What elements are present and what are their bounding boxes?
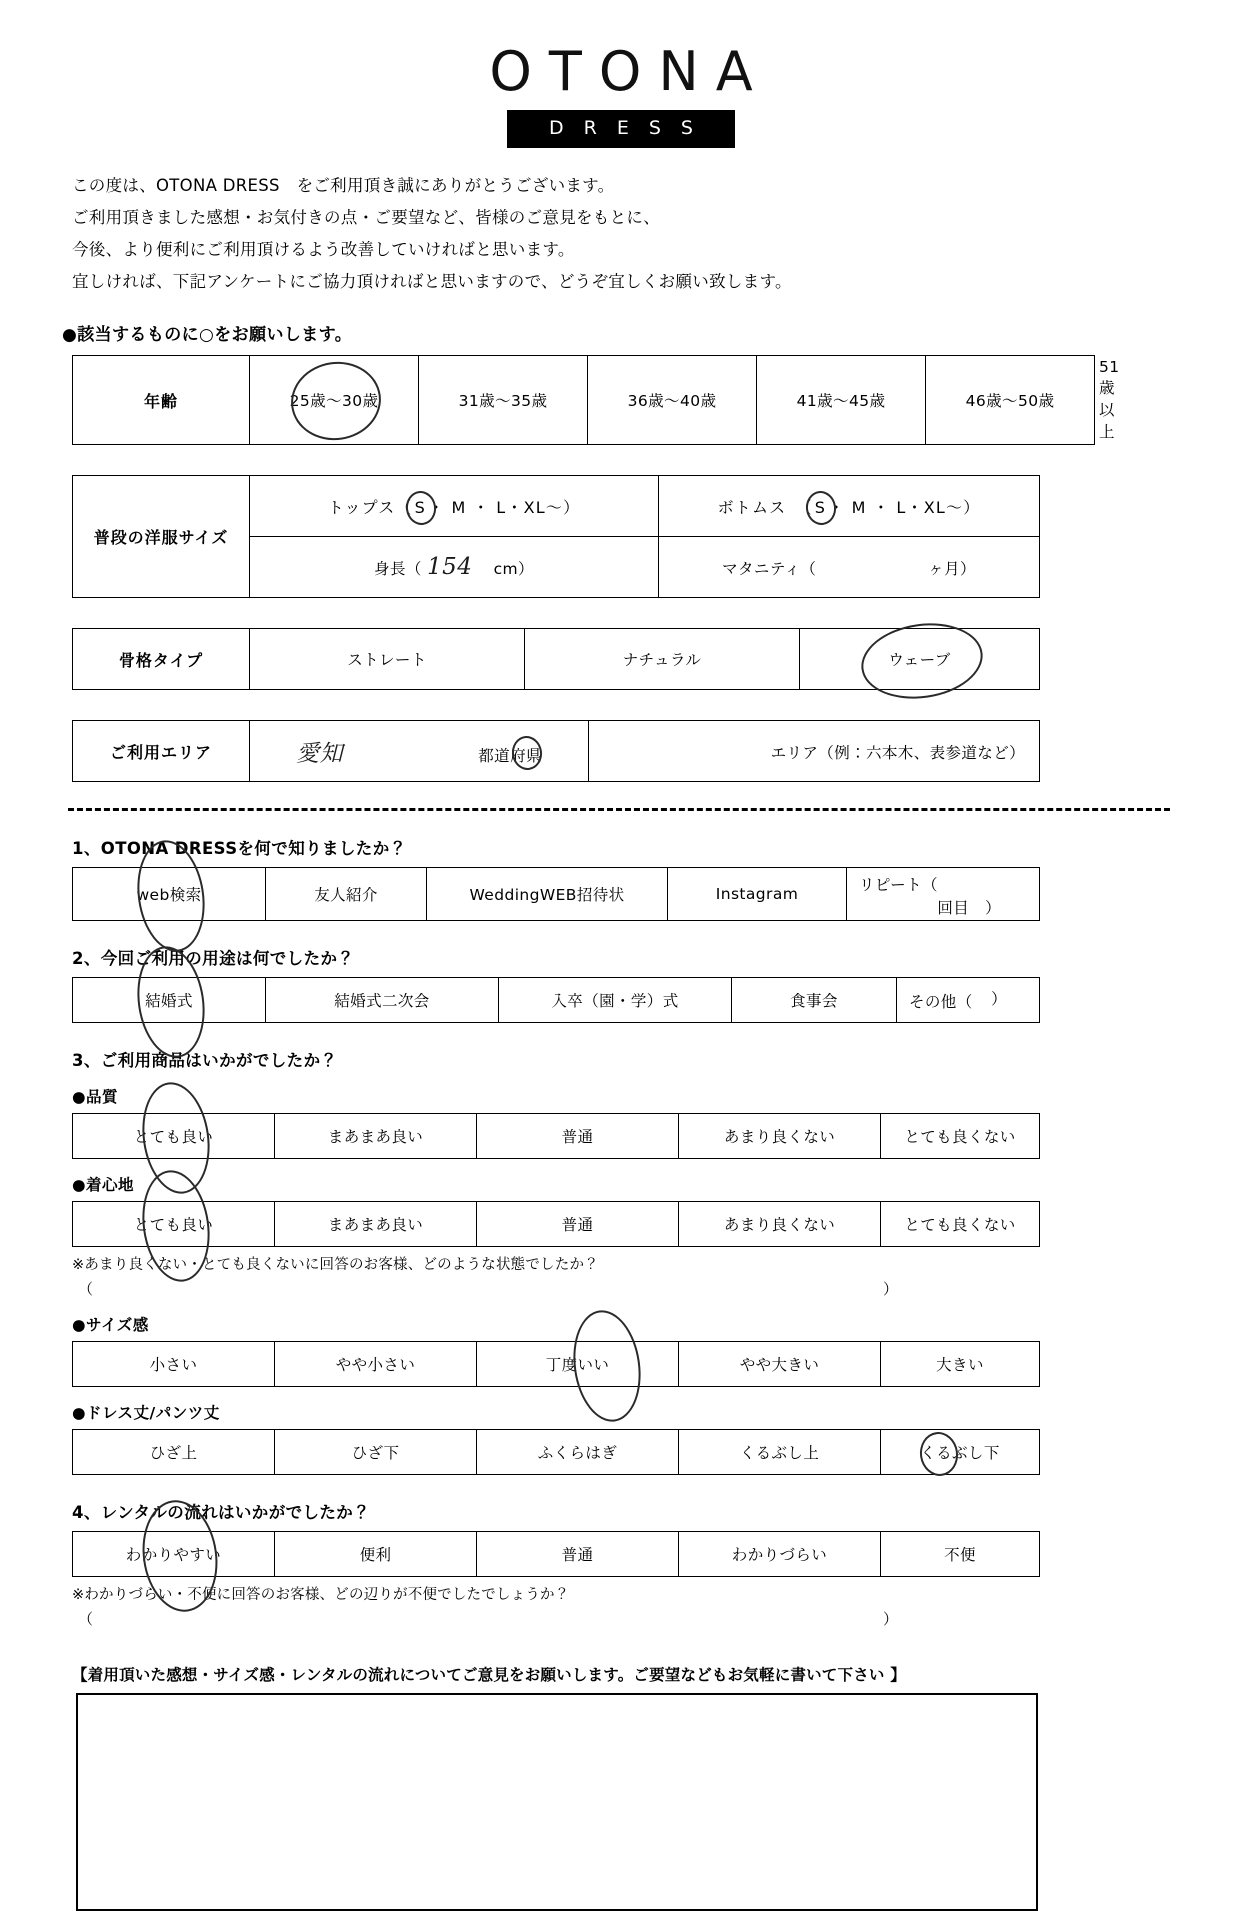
q2-title: 2、今回ご利用の用途は何でしたか？ — [72, 949, 355, 969]
q3-comfort-table — [72, 1201, 1040, 1247]
q2-other-label: その他（ — [909, 993, 973, 1012]
bottoms-option-m[interactable]: M — [851, 497, 867, 517]
q2-option-3[interactable]: 食事会 — [732, 978, 897, 1023]
age-option-1[interactable]: 31歳～35歳 — [419, 356, 588, 445]
maternity-prefix: マタニティ（ — [722, 560, 817, 579]
body-type-option-0[interactable]: ストレート — [250, 629, 525, 690]
age-option-3[interactable]: 41歳～45歳 — [757, 356, 926, 445]
q3-quality-option-1[interactable]: まあまあ良い — [275, 1114, 477, 1159]
table-row — [73, 1202, 1040, 1247]
q4-option-3[interactable]: わかりづらい — [679, 1532, 881, 1577]
q4-option-2[interactable]: 普通 — [477, 1532, 679, 1577]
q3-length-option-4-label: くるぶし下 — [920, 1444, 1000, 1463]
q3-length-table — [72, 1429, 1040, 1475]
clothing-size-label: 普段の洋服サイズ — [73, 476, 250, 598]
q2-option-0-label: 結婚式 — [145, 992, 193, 1011]
q3-length-option-2[interactable]: ふくらはぎ — [477, 1430, 679, 1475]
table-row — [73, 978, 1040, 1023]
q3-fit-option-2-label: 丁度いい — [545, 1356, 610, 1375]
maternity-unit: ヶ月） — [928, 560, 976, 579]
age-table — [72, 355, 1120, 445]
clothing-size-table — [72, 475, 1040, 598]
q3-comfort-option-0[interactable] — [73, 1202, 275, 1247]
q3-quality-option-3[interactable]: あまり良くない — [679, 1114, 881, 1159]
q3-quality-table — [72, 1113, 1040, 1159]
table-row — [73, 1430, 1040, 1475]
q3-length-option-0[interactable]: ひざ上 — [73, 1430, 275, 1475]
prefecture-value: 愛知 — [296, 740, 343, 767]
age-option-2[interactable]: 36歳～40歳 — [588, 356, 757, 445]
q3-comfort-paren-close: ） — [882, 1280, 898, 1299]
dashed-divider — [68, 808, 1170, 811]
q3-length-label: ●ドレス丈/パンツ丈 — [72, 1404, 220, 1423]
q3-quality-option-2[interactable]: 普通 — [477, 1114, 679, 1159]
body-type-table — [72, 628, 1040, 690]
q3-fit-option-4[interactable]: 大きい — [881, 1342, 1040, 1387]
tops-size-cell[interactable]: トップス（ S ・ M ・ L・XL～） — [250, 476, 659, 537]
q3-length-option-1[interactable]: ひざ下 — [275, 1430, 477, 1475]
intro-line-4: 宜しければ、下記アンケートにご協力頂ければと思いますので、どうぞ宜しくお願い致します。 — [72, 272, 792, 292]
q4-option-1[interactable]: 便利 — [275, 1532, 477, 1577]
q3-comfort-option-1[interactable]: まあまあ良い — [275, 1202, 477, 1247]
tops-option-s[interactable] — [413, 498, 428, 517]
q2-option-2[interactable]: 入卒（園・学）式 — [499, 978, 732, 1023]
bottoms-prefix: ボトムス （ — [717, 497, 813, 517]
q4-answer-line[interactable] — [78, 1608, 898, 1629]
body-type-label: 骨格タイプ — [73, 629, 250, 690]
bottoms-option-s[interactable] — [813, 498, 828, 517]
q4-note: ※わかりづらい・不便に回答のお客様、どの辺りが不便でしたでしょうか？ — [72, 1587, 570, 1604]
tops-prefix: トップス（ — [327, 497, 413, 517]
q3-fit-option-2[interactable] — [477, 1342, 679, 1387]
q3-comfort-option-0-label: とても良い — [133, 1216, 214, 1235]
q2-option-0[interactable] — [73, 978, 266, 1023]
prefecture-suffix: 都道府県 — [478, 746, 542, 765]
q1-option-0-label: web検索 — [136, 886, 202, 905]
q3-comfort-option-2[interactable]: 普通 — [477, 1202, 679, 1247]
tops-option-m[interactable]: M — [451, 497, 467, 517]
bottoms-option-xl[interactable]: XL～ — [923, 497, 964, 517]
q4-option-4[interactable]: 不便 — [881, 1532, 1040, 1577]
area-hint: エリア（例：六本木、表参道など） — [770, 744, 1025, 763]
q4-paren-open: （ — [78, 1610, 94, 1629]
q2-other-suffix: ） — [991, 990, 1007, 1009]
tops-option-s-label: S — [414, 497, 426, 517]
area-table — [72, 720, 1040, 782]
instruction-text: ●該当するものに○をお願いします。 — [62, 325, 353, 346]
bottoms-option-s-label: S — [814, 497, 827, 517]
prefecture-cell[interactable] — [250, 721, 589, 782]
q3-quality-option-0-label: とても良い — [133, 1128, 214, 1147]
q1-table — [72, 867, 1040, 921]
height-value: 154 — [427, 554, 473, 581]
table-row: 年齢 25歳～30歳 31歳～35歳 36歳～40歳 41歳～45歳 46歳～50歳 51歳以上 — [73, 356, 1095, 445]
q3-length-option-4[interactable] — [881, 1430, 1040, 1475]
q4-option-0[interactable] — [73, 1532, 275, 1577]
comment-heading: 【着用頂いた感想・サイズ感・レンタルの流れについてご意見をお願いします。ご要望などもお気軽に書いて下さい 】 — [72, 1666, 906, 1685]
q2-other-cell[interactable] — [897, 978, 1040, 1023]
bottoms-option-l[interactable]: L — [896, 497, 907, 517]
q4-table — [72, 1531, 1040, 1577]
q4-option-0-label: わかりやすい — [125, 1546, 222, 1565]
intro-line-2: ご利用頂きました感想・お気付きの点・ご要望など、皆様のご意見をもとに、 — [72, 207, 660, 227]
area-label: ご利用エリア — [73, 721, 250, 782]
q3-fit-option-1[interactable]: やや小さい — [275, 1342, 477, 1387]
body-type-option-2[interactable] — [800, 629, 1040, 690]
q3-fit-label: ●サイズ感 — [72, 1316, 149, 1335]
age-option-0[interactable] — [250, 356, 419, 445]
height-prefix: 身長（ — [374, 560, 422, 579]
intro-paragraph — [72, 170, 1242, 299]
q1-option-3[interactable]: Instagram — [668, 868, 847, 921]
q1-repeat-label: リピート（ — [859, 876, 938, 895]
bottoms-suffix: ） — [963, 497, 981, 517]
tops-option-l[interactable]: L — [496, 497, 507, 517]
q3-comfort-label: ●着心地 — [72, 1176, 135, 1195]
q3-quality-label: ●品質 — [72, 1088, 119, 1107]
q3-fit-table — [72, 1341, 1040, 1387]
table-row — [73, 1342, 1040, 1387]
q1-repeat-cell[interactable] — [847, 868, 1040, 921]
table-row — [73, 1114, 1040, 1159]
q3-comfort-option-4[interactable]: とても良くない — [881, 1202, 1040, 1247]
brand-logo — [0, 40, 1242, 148]
tops-option-xl[interactable]: XL～ — [523, 497, 564, 517]
survey-page — [0, 40, 1242, 1798]
body-type-option-1[interactable]: ナチュラル — [525, 629, 800, 690]
area-detail-cell[interactable] — [589, 721, 1040, 782]
q1-repeat-suffix: 回目 ） — [937, 899, 1001, 918]
q3-comfort-paren-open: （ — [78, 1280, 94, 1299]
comment-textarea[interactable] — [76, 1693, 1038, 1911]
q1-option-2[interactable]: WeddingWEB招待状 — [427, 868, 668, 921]
q4-paren-close: ） — [882, 1610, 898, 1629]
bottoms-size-cell[interactable]: ボトムス （ S ・ M ・ L・XL～） — [659, 476, 1040, 537]
q1-option-0[interactable] — [73, 868, 266, 921]
q3-comfort-option-3[interactable]: あまり良くない — [679, 1202, 881, 1247]
table-row — [73, 476, 1040, 537]
q3-quality-option-0[interactable] — [73, 1114, 275, 1159]
q3-quality-option-4[interactable]: とても良くない — [881, 1114, 1040, 1159]
height-unit: cm） — [493, 560, 534, 579]
table-row — [73, 868, 1040, 921]
q4-title: 4、レンタルの流れはいかがでしたか？ — [72, 1503, 371, 1523]
table-row — [73, 629, 1040, 690]
age-label: 年齢 — [73, 356, 250, 445]
intro-line-1: この度は、OTONA DRESS をご利用頂き誠にありがとうございます。 — [72, 175, 615, 195]
q1-option-1[interactable]: 友人紹介 — [266, 868, 427, 921]
height-cell[interactable] — [250, 537, 659, 598]
logo-dress-bar: DRESS — [507, 110, 735, 148]
table-row — [73, 1532, 1040, 1577]
q3-length-option-3[interactable]: くるぶし上 — [679, 1430, 881, 1475]
q3-comfort-note: ※あまり良くない・とても良くないに回答のお客様、どのような状態でしたか？ — [72, 1257, 599, 1274]
age-option-0-label: 25歳～30歳 — [289, 392, 379, 411]
logo-otona-text: OTONA — [489, 40, 770, 103]
q2-option-1[interactable]: 結婚式二次会 — [266, 978, 499, 1023]
q3-title: 3、ご利用商品はいかがでしたか？ — [72, 1051, 338, 1071]
q3-fit-option-3[interactable]: やや大きい — [679, 1342, 881, 1387]
tops-suffix: ） — [563, 497, 581, 517]
age-option-4[interactable]: 46歳～50歳 — [926, 356, 1095, 445]
intro-line-3: 今後、より便利にご利用頂けるよう改善していければと思います。 — [72, 239, 575, 259]
q2-table — [72, 977, 1040, 1023]
body-type-option-2-label: ウェーブ — [888, 651, 951, 670]
q3-fit-option-0[interactable]: 小さい — [73, 1342, 275, 1387]
q1-title: 1、OTONA DRESSを何で知りましたか？ — [72, 839, 407, 859]
table-row — [73, 721, 1040, 782]
q3-comfort-answer-line[interactable] — [78, 1278, 898, 1299]
maternity-cell[interactable] — [659, 537, 1040, 598]
